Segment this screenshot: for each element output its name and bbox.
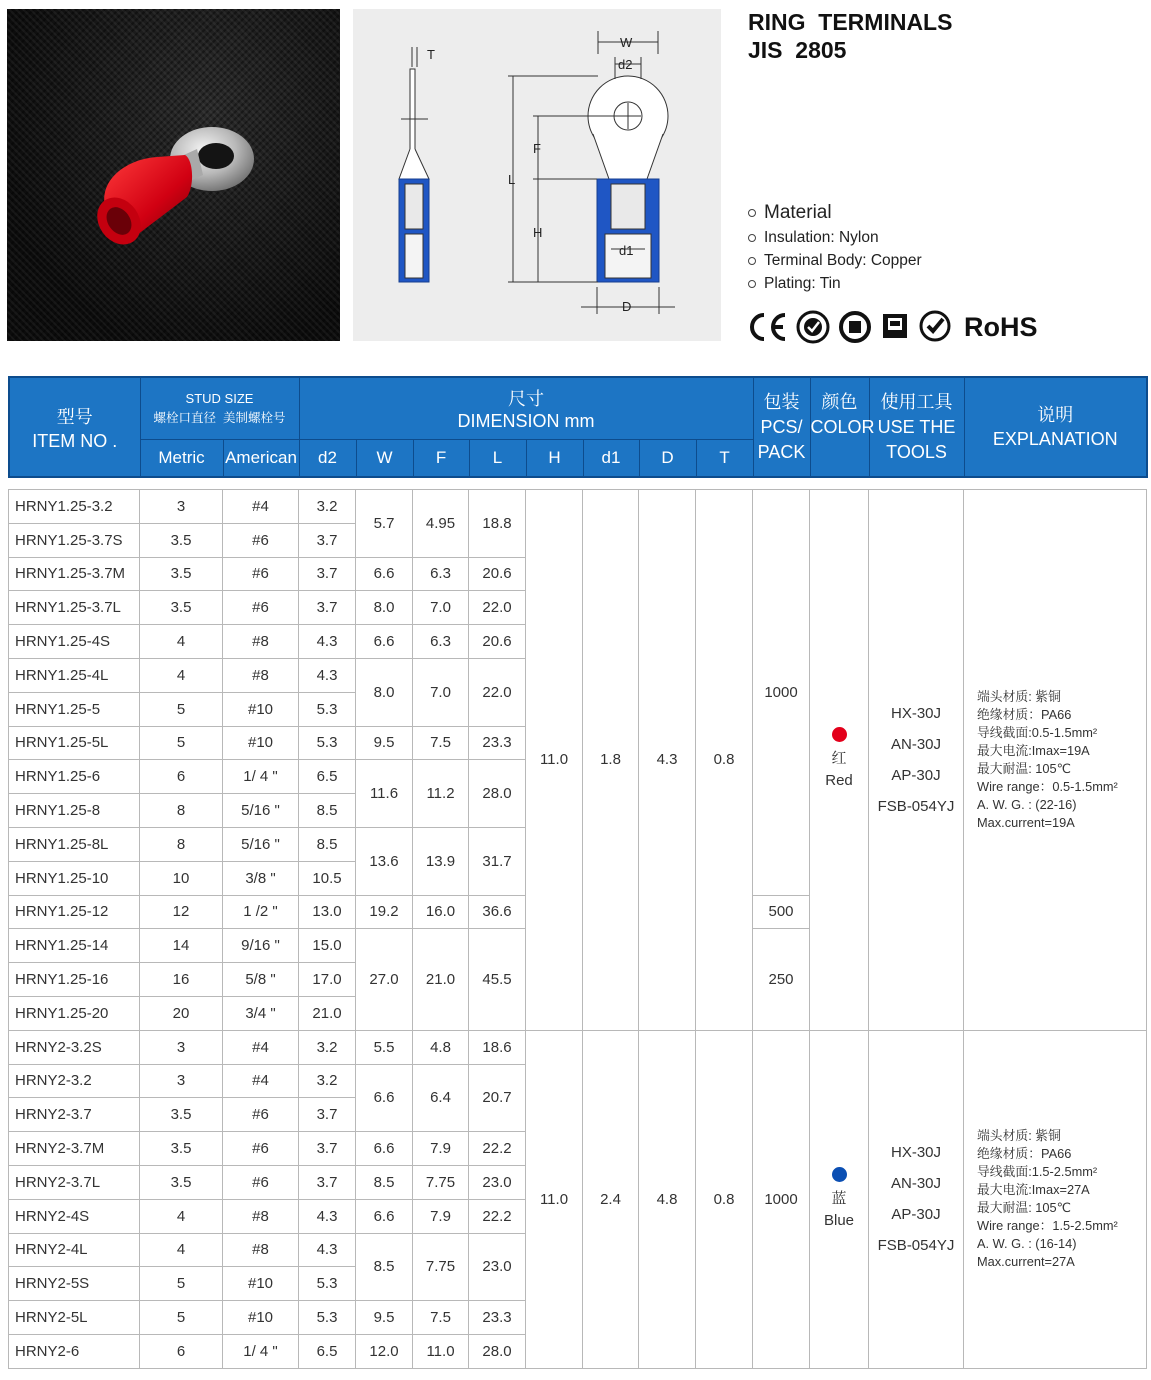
item-no-cell: HRNY1.25-4S <box>9 625 140 659</box>
f-header: F <box>413 439 469 477</box>
tool-name: AN-30J <box>890 735 942 753</box>
explanation-line: 最大电流:Imax=19A <box>977 742 1090 758</box>
d2-cell: 4.3 <box>299 1233 356 1267</box>
d2-cell: 8.5 <box>299 794 356 828</box>
item-no-cell: HRNY2-3.7M <box>9 1132 140 1166</box>
l-cell: 22.0 <box>469 591 526 625</box>
material-item: Terminal Body: Copper <box>748 249 922 272</box>
item-no-cell: HRNY1.25-3.7S <box>9 523 140 557</box>
d2-cell: 8.5 <box>299 827 356 861</box>
w-cell: 8.5 <box>356 1165 413 1199</box>
item-no-cell: HRNY1.25-4L <box>9 658 140 692</box>
l-cell: 18.8 <box>469 490 526 558</box>
d2-cell: 3.7 <box>299 523 356 557</box>
f-cell: 4.8 <box>413 1030 469 1064</box>
american-cell: 9/16 " <box>223 929 299 963</box>
item-no-cell: HRNY1.25-8 <box>9 794 140 828</box>
d1-header: d1 <box>583 439 639 477</box>
l-header: L <box>469 439 526 477</box>
f-cell: 16.0 <box>413 895 469 929</box>
ce-mark-icon <box>746 312 788 342</box>
explanation-line: 端头材质: 紫铜 <box>977 688 1061 704</box>
item-no-cell: HRNY1.25-5 <box>9 692 140 726</box>
f-cell: 7.9 <box>413 1132 469 1166</box>
product-photo <box>7 9 340 341</box>
explanation-line: A. W. G. : (22-16) <box>977 796 1077 812</box>
title-line-1: RING TERMINALS <box>748 9 953 35</box>
item-no-cell: HRNY2-5S <box>9 1267 140 1301</box>
pack-cell: 250 <box>753 929 810 1030</box>
l-cell: 23.0 <box>469 1233 526 1301</box>
american-cell: 5/16 " <box>223 827 299 861</box>
american-cell: 3/8 " <box>223 861 299 895</box>
title-line-2: JIS 2805 <box>748 37 847 63</box>
w-cell: 19.2 <box>356 895 413 929</box>
d2-cell: 3.7 <box>299 1132 356 1166</box>
explanation-line: Max.current=19A <box>977 814 1075 830</box>
american-cell: #4 <box>223 490 299 524</box>
color-cell <box>810 490 869 1031</box>
american-cell: #6 <box>223 557 299 591</box>
american-cell: 5/8 " <box>223 963 299 997</box>
d-cell: 4.3 <box>639 490 696 1031</box>
tools-cell <box>869 1030 964 1368</box>
metric-cell: 5 <box>140 1267 223 1301</box>
american-header: American <box>223 439 299 477</box>
metric-cell: 3 <box>140 490 223 524</box>
d1-cell: 1.8 <box>583 490 639 1031</box>
material-list <box>748 200 922 295</box>
item-no-cell: HRNY2-3.7L <box>9 1165 140 1199</box>
item-no-cell: HRNY1.25-3.7M <box>9 557 140 591</box>
d2-cell: 3.7 <box>299 1098 356 1132</box>
t-header: T <box>696 439 753 477</box>
american-cell: 3/4 " <box>223 996 299 1030</box>
d2-cell: 3.2 <box>299 490 356 524</box>
american-cell: 5/16 " <box>223 794 299 828</box>
metric-cell: 3.5 <box>140 1098 223 1132</box>
metric-cell: 8 <box>140 794 223 828</box>
american-cell: #6 <box>223 1165 299 1199</box>
h-cell: 11.0 <box>526 490 583 1031</box>
tool-name: AP-30J <box>891 1206 941 1224</box>
dimension-header: 尺寸 DIMENSION mm <box>299 377 753 439</box>
explanation-line: 最大耐温: 105℃ <box>977 760 1072 776</box>
d2-cell: 3.2 <box>299 1064 356 1098</box>
table-row <box>9 490 1147 524</box>
item-no-cell: HRNY2-4L <box>9 1233 140 1267</box>
h-header: H <box>526 439 583 477</box>
w-cell: 8.0 <box>356 658 413 726</box>
explanation-header: 说明 EXPLANATION <box>964 377 1147 477</box>
w-cell: 11.6 <box>356 760 413 828</box>
w-cell: 6.6 <box>356 1064 413 1132</box>
metric-cell: 3.5 <box>140 1132 223 1166</box>
american-cell: #6 <box>223 1132 299 1166</box>
metric-cell: 8 <box>140 827 223 861</box>
metric-cell: 3 <box>140 1064 223 1098</box>
dim-d1-label: d1 <box>619 243 634 258</box>
w-cell: 6.6 <box>356 557 413 591</box>
item-no-cell: HRNY1.25-12 <box>9 895 140 929</box>
pack-cell: 500 <box>753 895 810 929</box>
spec-table-header <box>8 376 1148 478</box>
color-cell <box>810 1030 869 1368</box>
bullet-icon <box>748 280 756 288</box>
item-no-cell: HRNY1.25-3.7L <box>9 591 140 625</box>
w-cell: 6.6 <box>356 1199 413 1233</box>
d2-cell: 5.3 <box>299 726 356 760</box>
l-cell: 45.5 <box>469 929 526 1030</box>
color-label: Red <box>825 772 853 790</box>
rohs-label: RoHS <box>964 311 1038 342</box>
d2-cell: 4.3 <box>299 1199 356 1233</box>
american-cell: #8 <box>223 658 299 692</box>
item-no-cell: HRNY2-3.2S <box>9 1030 140 1064</box>
color-dot-icon <box>832 1167 847 1182</box>
l-cell: 31.7 <box>469 827 526 895</box>
l-cell: 36.6 <box>469 895 526 929</box>
d2-header: d2 <box>299 439 356 477</box>
w-cell: 5.5 <box>356 1030 413 1064</box>
item-no-cell: HRNY2-4S <box>9 1199 140 1233</box>
item-no-cell: HRNY1.25-5L <box>9 726 140 760</box>
metric-cell: 3.5 <box>140 1165 223 1199</box>
d2-cell: 5.3 <box>299 692 356 726</box>
f-cell: 6.3 <box>413 625 469 659</box>
d2-cell: 15.0 <box>299 929 356 963</box>
american-cell: #10 <box>223 692 299 726</box>
l-cell: 28.0 <box>469 1334 526 1368</box>
technical-drawing <box>353 9 721 341</box>
d-cell: 4.8 <box>639 1030 696 1368</box>
item-no-header: 型号 ITEM NO . <box>9 377 140 477</box>
explanation-line: Wire range：0.5-1.5mm² <box>977 778 1118 794</box>
tool-name: AP-30J <box>891 766 941 784</box>
tool-name: FSB-054YJ <box>877 797 955 815</box>
d2-cell: 6.5 <box>299 760 356 794</box>
w-cell: 6.6 <box>356 625 413 659</box>
american-cell: #4 <box>223 1064 299 1098</box>
l-cell: 18.6 <box>469 1030 526 1064</box>
explanation-line: 导线截面:0.5-1.5mm² <box>977 724 1098 740</box>
metric-cell: 4 <box>140 1233 223 1267</box>
metric-cell: 3.5 <box>140 557 223 591</box>
item-no-cell: HRNY2-3.2 <box>9 1064 140 1098</box>
h-cell: 11.0 <box>526 1030 583 1368</box>
material-item: Insulation: Nylon <box>748 226 922 249</box>
d2-cell: 5.3 <box>299 1301 356 1335</box>
american-cell: #6 <box>223 1098 299 1132</box>
explanation-cell <box>964 1030 1147 1368</box>
metric-cell: 12 <box>140 895 223 929</box>
american-cell: #10 <box>223 726 299 760</box>
f-cell: 7.9 <box>413 1199 469 1233</box>
american-cell: #8 <box>223 1199 299 1233</box>
material-heading: Material <box>748 200 922 226</box>
item-no-cell: HRNY1.25-6 <box>9 760 140 794</box>
metric-cell: 5 <box>140 726 223 760</box>
f-cell: 7.5 <box>413 1301 469 1335</box>
item-no-cell: HRNY1.25-16 <box>9 963 140 997</box>
explanation-line: Max.current=27A <box>977 1254 1075 1270</box>
material-item: Plating: Tin <box>748 272 922 295</box>
iso-cert-icon <box>880 311 910 343</box>
l-cell: 20.7 <box>469 1064 526 1132</box>
american-cell: 1/ 4 " <box>223 1334 299 1368</box>
american-cell: #4 <box>223 1030 299 1064</box>
item-no-cell: HRNY1.25-8L <box>9 827 140 861</box>
l-cell: 22.2 <box>469 1132 526 1166</box>
l-cell: 23.3 <box>469 1301 526 1335</box>
w-cell: 27.0 <box>356 929 413 1030</box>
explanation-line: 导线截面:1.5-2.5mm² <box>977 1164 1098 1180</box>
l-cell: 20.6 <box>469 557 526 591</box>
color-label: Blue <box>823 1211 855 1229</box>
d2-cell: 10.5 <box>299 861 356 895</box>
d2-cell: 4.3 <box>299 658 356 692</box>
tools-cell <box>869 490 964 1031</box>
w-cell: 6.6 <box>356 1132 413 1166</box>
explanation-line: A. W. G. : (16-14) <box>977 1236 1077 1252</box>
dim-w-label: W <box>620 35 633 50</box>
dim-f-label: F <box>533 141 541 156</box>
tool-name: FSB-054YJ <box>877 1237 955 1255</box>
dimension-drawing <box>353 9 721 341</box>
item-no-cell: HRNY1.25-14 <box>9 929 140 963</box>
l-cell: 22.2 <box>469 1199 526 1233</box>
f-cell: 7.75 <box>413 1165 469 1199</box>
ccc-cert-icon <box>796 310 830 344</box>
pack-cell: 1000 <box>753 1030 810 1368</box>
item-no-cell: HRNY1.25-20 <box>9 996 140 1030</box>
metric-cell: 10 <box>140 861 223 895</box>
item-no-cell: HRNY2-6 <box>9 1334 140 1368</box>
l-cell: 20.6 <box>469 625 526 659</box>
table-row <box>9 1030 1147 1064</box>
american-cell: #10 <box>223 1301 299 1335</box>
certification-logos <box>746 308 1038 346</box>
d2-cell: 6.5 <box>299 1334 356 1368</box>
color-header: 颜色 COLOR <box>810 377 869 477</box>
explanation-line: 最大耐温: 105℃ <box>977 1200 1072 1216</box>
metric-cell: 3.5 <box>140 523 223 557</box>
american-cell: #8 <box>223 625 299 659</box>
tool-name: HX-30J <box>890 1144 942 1162</box>
spec-table <box>8 489 1147 1369</box>
tool-name: HX-30J <box>890 704 942 722</box>
explanation-line: 最大电流:Imax=27A <box>977 1182 1090 1198</box>
metric-cell: 20 <box>140 996 223 1030</box>
item-no-cell: HRNY2-5L <box>9 1301 140 1335</box>
f-cell: 6.3 <box>413 557 469 591</box>
metric-cell: 6 <box>140 1334 223 1368</box>
f-cell: 13.9 <box>413 827 469 895</box>
w-header: W <box>356 439 413 477</box>
metric-cell: 4 <box>140 625 223 659</box>
item-no-cell: HRNY1.25-10 <box>9 861 140 895</box>
metric-cell: 4 <box>140 1199 223 1233</box>
bullet-icon <box>748 209 756 217</box>
explanation-line: 端头材质: 紫铜 <box>977 1128 1061 1144</box>
product-title <box>748 8 952 64</box>
d2-cell: 3.7 <box>299 591 356 625</box>
dim-d-label: D <box>622 299 632 314</box>
bullet-icon <box>748 257 756 265</box>
metric-header: Metric <box>140 439 223 477</box>
t-cell: 0.8 <box>696 490 753 1031</box>
metric-cell: 3 <box>140 1030 223 1064</box>
stud-size-header: STUD SIZE 螺栓口直径 美制螺栓号 <box>140 377 299 439</box>
w-cell: 12.0 <box>356 1334 413 1368</box>
f-cell: 7.5 <box>413 726 469 760</box>
metric-cell: 16 <box>140 963 223 997</box>
american-cell: 1/ 4 " <box>223 760 299 794</box>
d2-cell: 3.7 <box>299 1165 356 1199</box>
color-label: 蓝 <box>831 1189 847 1207</box>
d2-cell: 4.3 <box>299 625 356 659</box>
american-cell: #10 <box>223 1267 299 1301</box>
f-cell: 11.0 <box>413 1334 469 1368</box>
explanation-cell <box>964 490 1147 1031</box>
ring-terminal-photo <box>7 9 340 341</box>
w-cell: 9.5 <box>356 1301 413 1335</box>
item-no-cell: HRNY1.25-3.2 <box>9 490 140 524</box>
metric-cell: 5 <box>140 692 223 726</box>
dim-h-label: H <box>533 225 543 240</box>
w-cell: 8.5 <box>356 1233 413 1301</box>
dim-t-label: T <box>427 47 435 62</box>
metric-cell: 3.5 <box>140 591 223 625</box>
d1-cell: 2.4 <box>583 1030 639 1368</box>
l-cell: 28.0 <box>469 760 526 828</box>
l-cell: 23.3 <box>469 726 526 760</box>
explanation-line: 绝缘材质：PA66 <box>977 706 1072 722</box>
f-cell: 7.0 <box>413 591 469 625</box>
color-dot-icon <box>832 727 847 742</box>
d-header: D <box>639 439 696 477</box>
w-cell: 13.6 <box>356 827 413 895</box>
d2-cell: 5.3 <box>299 1267 356 1301</box>
f-cell: 21.0 <box>413 929 469 1030</box>
l-cell: 22.0 <box>469 658 526 726</box>
explanation-line: Wire range：1.5-2.5mm² <box>977 1218 1118 1234</box>
color-label: 红 <box>831 750 847 768</box>
bullet-icon <box>748 234 756 242</box>
d2-cell: 3.7 <box>299 557 356 591</box>
w-cell: 9.5 <box>356 726 413 760</box>
f-cell: 6.4 <box>413 1064 469 1132</box>
t-cell: 0.8 <box>696 1030 753 1368</box>
item-no-cell: HRNY2-3.7 <box>9 1098 140 1132</box>
american-cell: #8 <box>223 1233 299 1267</box>
american-cell: 1 /2 " <box>223 895 299 929</box>
w-cell: 8.0 <box>356 591 413 625</box>
d2-cell: 3.2 <box>299 1030 356 1064</box>
d2-cell: 13.0 <box>299 895 356 929</box>
w-cell: 5.7 <box>356 490 413 558</box>
f-cell: 7.0 <box>413 658 469 726</box>
american-cell: #6 <box>223 591 299 625</box>
pack-header: 包装 PCS/ PACK <box>753 377 810 477</box>
l-cell: 23.0 <box>469 1165 526 1199</box>
f-cell: 7.75 <box>413 1233 469 1301</box>
f-cell: 4.95 <box>413 490 469 558</box>
explanation-line: 绝缘材质：PA66 <box>977 1146 1072 1162</box>
metric-cell: 6 <box>140 760 223 794</box>
metric-cell: 14 <box>140 929 223 963</box>
pack-cell: 1000 <box>753 490 810 896</box>
sgs-cert-icon <box>918 310 952 344</box>
american-cell: #6 <box>223 523 299 557</box>
tool-name: AN-30J <box>890 1175 942 1193</box>
f-cell: 11.2 <box>413 760 469 828</box>
metric-cell: 5 <box>140 1301 223 1335</box>
tools-header: 使用工具 USE THE TOOLS <box>869 377 964 477</box>
dim-l-label: L <box>508 172 516 187</box>
dim-d2-label: d2 <box>618 57 633 72</box>
d2-cell: 17.0 <box>299 963 356 997</box>
quality-cert-icon <box>838 310 872 344</box>
d2-cell: 21.0 <box>299 996 356 1030</box>
metric-cell: 4 <box>140 658 223 692</box>
